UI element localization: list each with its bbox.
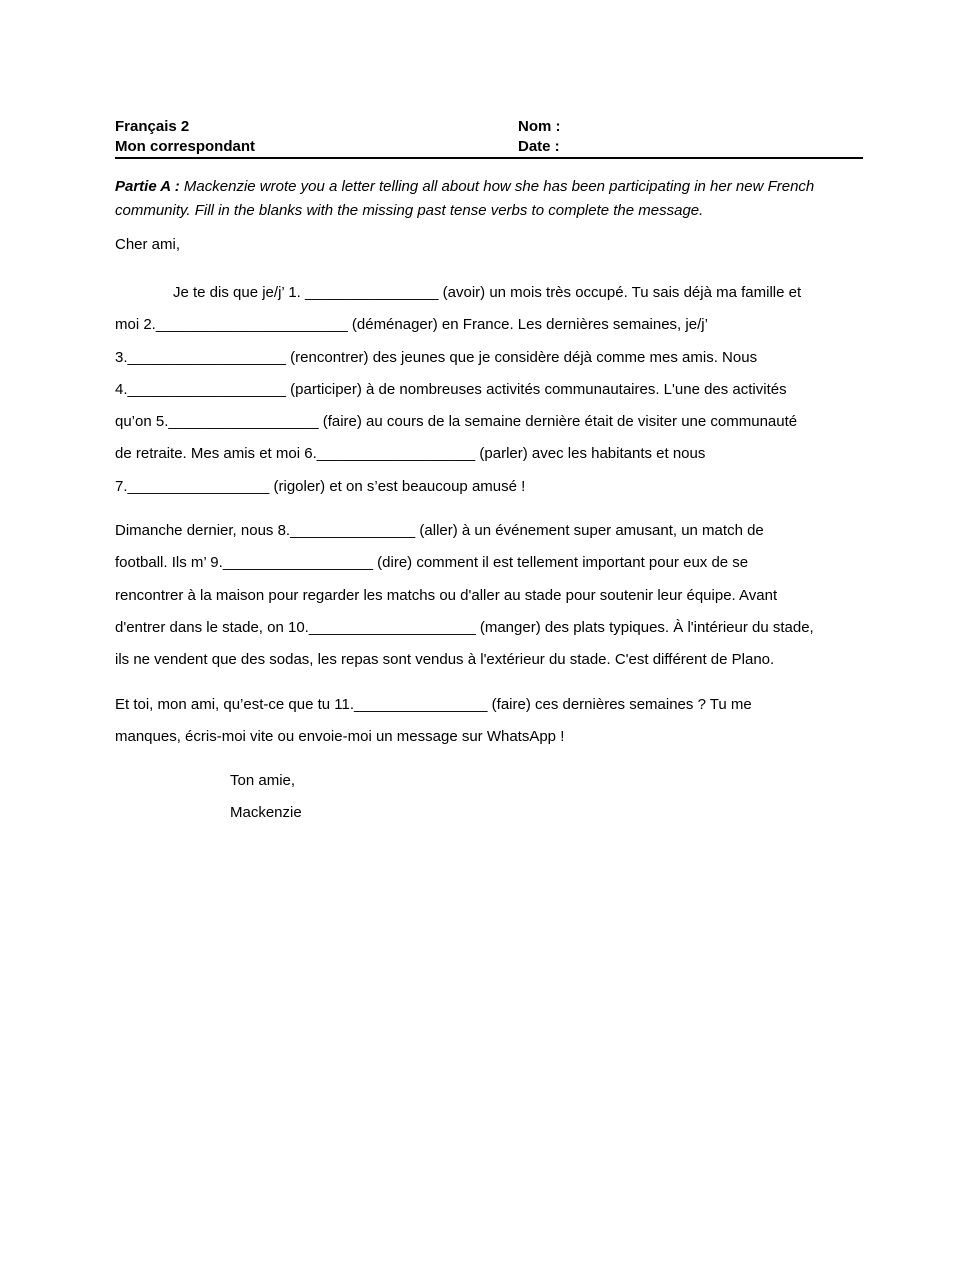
instructions-text: Mackenzie wrote you a letter telling all about how she has been participating in her new French community. Fill in the blanks with the missing past tense verbs to complete the message.: [115, 178, 815, 219]
letter-paragraph-2: [115, 515, 863, 676]
letter-line: moi 2._______________________ (déménager) en France. Les dernières semaines, je/j’: [115, 316, 708, 334]
worksheet-page: [115, 117, 863, 829]
letter-line: 7._________________ (rigoler) et on s’est beaucoup amusé !: [115, 477, 526, 495]
worksheet-title: Mon correspondant: [115, 138, 256, 155]
letter-line: Et toi, mon ami, qu’est-ce que tu 11.________________ (faire) ces dernières semaines ? Tu me: [115, 695, 752, 713]
date-label: Date :: [518, 138, 560, 155]
part-label: Partie A :: [115, 178, 180, 195]
letter-line: de retraite. Mes amis et moi 6.___________________ (parler) avec les habitants et nous: [115, 445, 706, 463]
letter-line-text: Je te dis que je/j’ 1. ________________ (avoir) un mois très occupé. Tu sais déjà ma famille et: [173, 284, 802, 301]
letter-greeting: Cher ami,: [115, 236, 181, 253]
letter-line: rencontrer à la maison pour regarder les matchs ou d'aller au stade pour soutenir leur équipe. Avant: [115, 586, 778, 604]
letter-line: [115, 277, 863, 309]
instructions: [115, 175, 863, 223]
letter-line: manques, écris-moi vite ou envoie-moi un message sur WhatsApp !: [115, 727, 565, 745]
letter-paragraph-1: [115, 277, 863, 503]
letter-line: football. Ils m’ 9.__________________ (dire) comment il est tellement important pour eux de se: [115, 554, 749, 572]
signature: Mackenzie: [230, 803, 302, 821]
course-name: Français 2: [115, 118, 190, 135]
letter-line: 4.___________________ (participer) à de nombreuses activités communautaires. L'une des activités: [115, 380, 787, 398]
name-label: Nom :: [518, 118, 561, 135]
letter-line: 3.___________________ (rencontrer) des jeunes que je considère déjà comme mes amis. Nous: [115, 348, 758, 366]
letter-line: ils ne vendent que des sodas, les repas sont vendus à l'extérieur du stade. C'est différent de Plano.: [115, 651, 775, 669]
worksheet-header: [115, 117, 863, 159]
letter-line: qu’on 5.__________________ (faire) au cours de la semaine dernière était de visiter une communauté: [115, 413, 798, 431]
letter-paragraph-3: [115, 689, 863, 753]
letter-closing: [230, 765, 863, 829]
letter-line: d'entrer dans le stade, on 10.____________________ (manger) des plats typiques. À l'intérieur du stade,: [115, 618, 814, 636]
letter-line: Dimanche dernier, nous 8._______________ (aller) à un événement super amusant, un match de: [115, 522, 764, 540]
closing-phrase: Ton amie,: [230, 771, 296, 789]
